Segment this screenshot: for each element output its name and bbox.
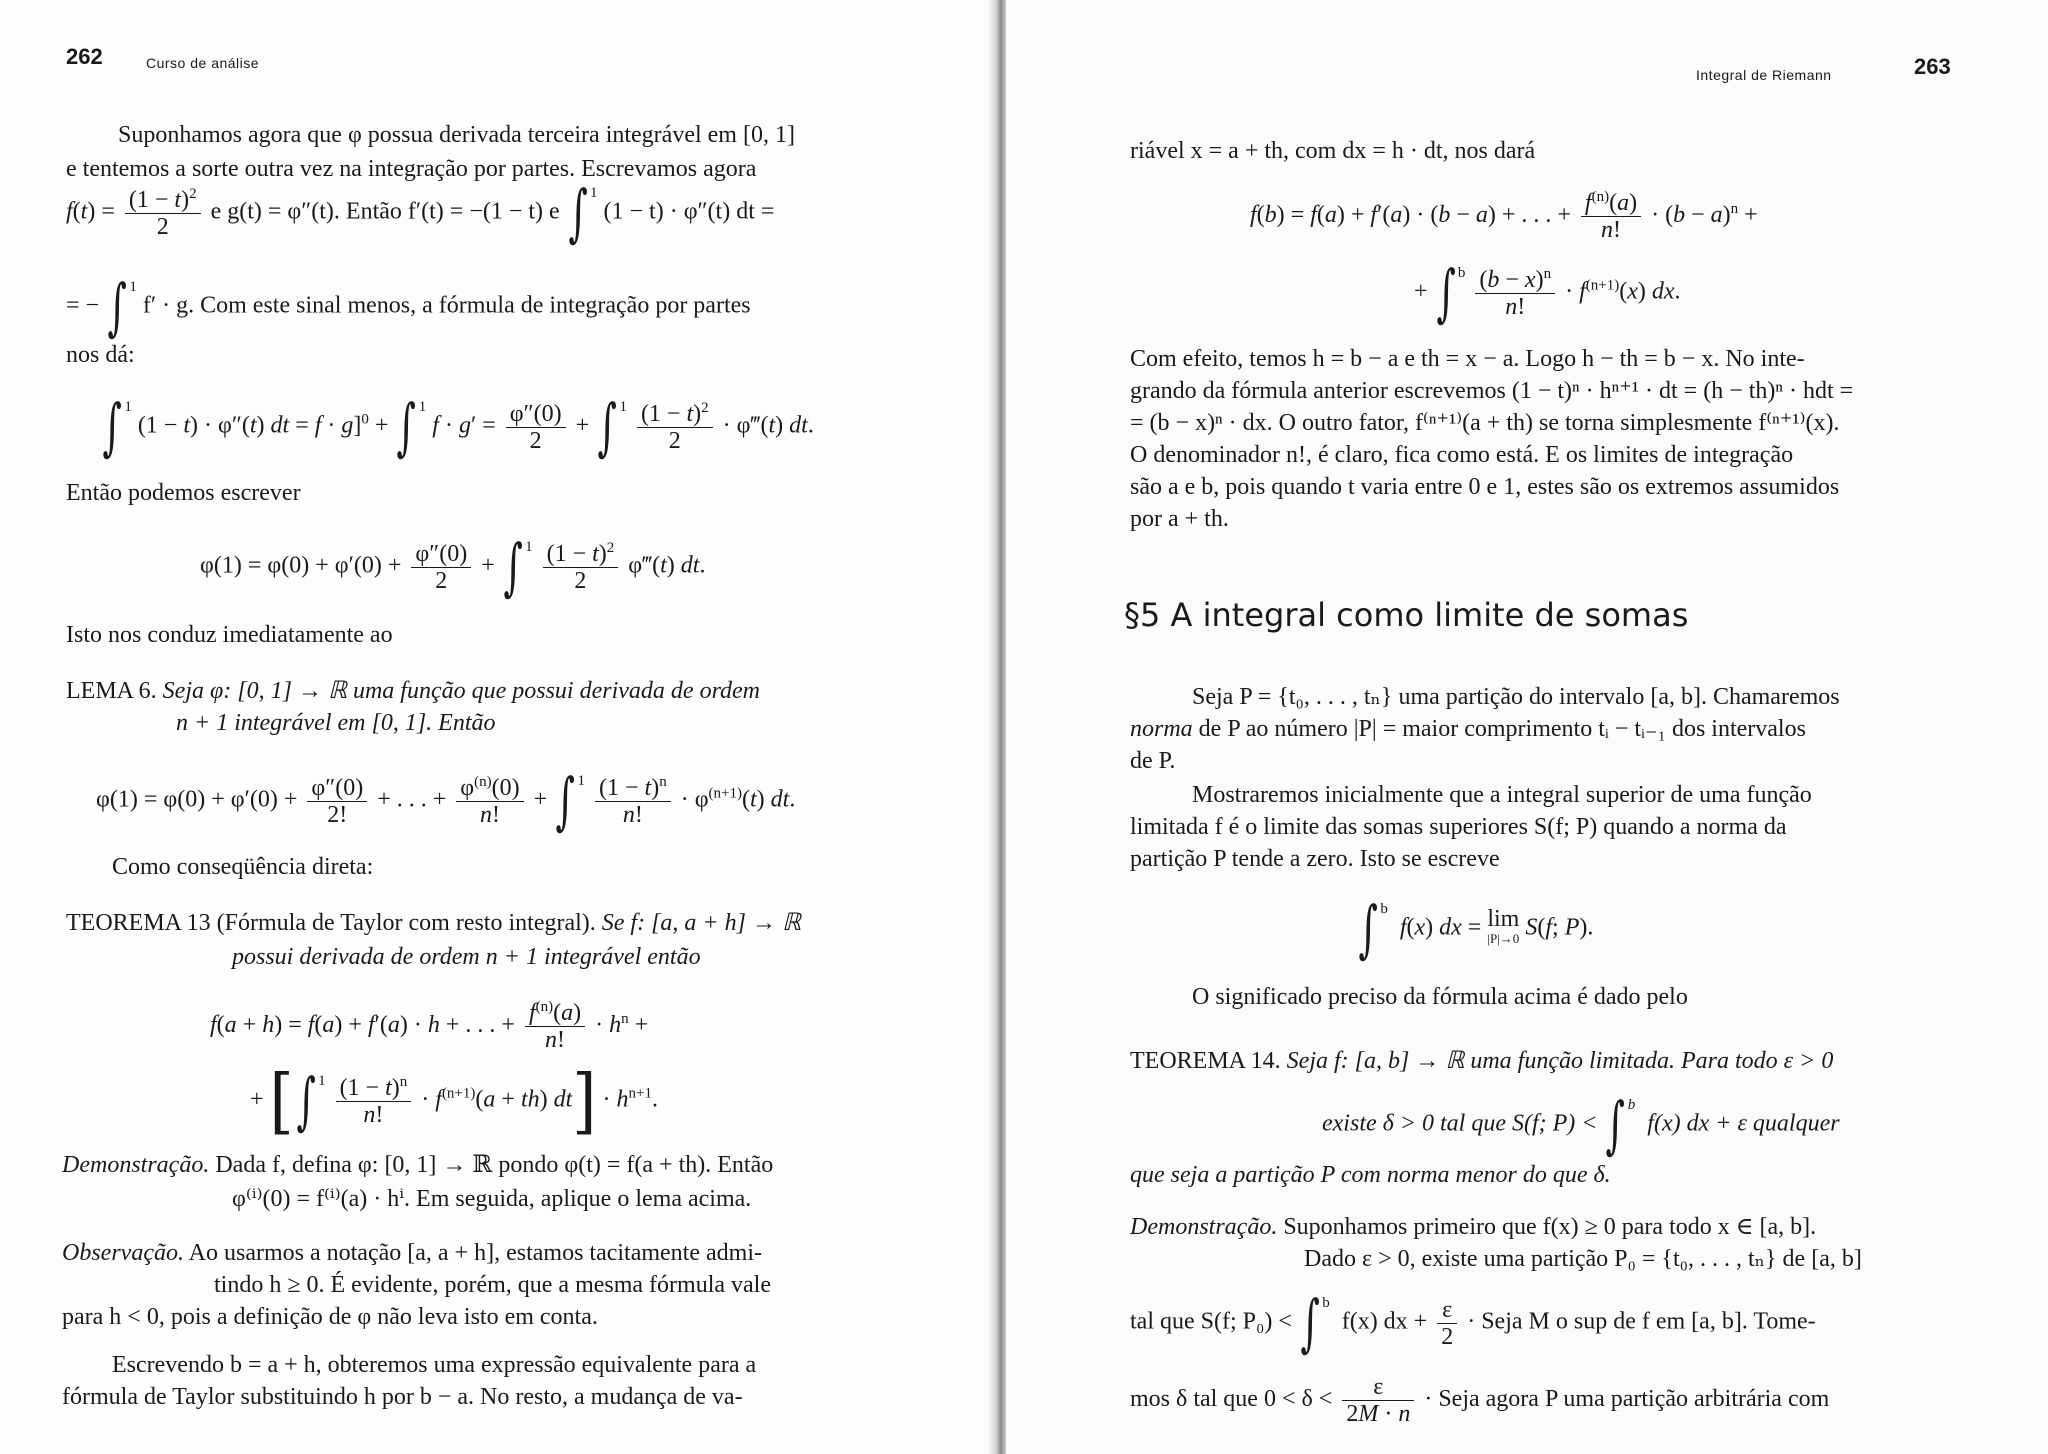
norma-word: norma [1130, 716, 1193, 742]
right-theorem-line3: que seja a partição P com norma menor do que δ. [1130, 1162, 1611, 1188]
right-running-head: Integral de Riemann [1696, 67, 1832, 83]
left-p1-line1: Suponhamos agora que φ possua derivada terceira integrável em [0, 1] [118, 122, 795, 148]
right-p2-line4: O denominador n!, é claro, fica como está. E os limites de integração [1130, 442, 1794, 468]
left-obs-line1 [62, 1238, 762, 1268]
theorem13-label: TEOREMA 13 (Fórmula de Taylor com resto integral). [66, 910, 596, 936]
left-last-line2: fórmula de Taylor substituindo h por b − a. No resto, a mudança de va- [62, 1384, 743, 1410]
right-p2-line1: Com efeito, temos h = b − a e th = x − a. Logo h − th = b − x. No inte- [1130, 346, 1805, 372]
lemma-label: LEMA 6. [66, 678, 157, 704]
left-page [0, 0, 1000, 1454]
right-s-line5: limitada f é o limite das somas superiores S(f; P) quando a norma da [1130, 814, 1787, 840]
right-eq1-b: + ∫ $^b$ $\frac{(b - x)^n}{n!}$ · $f^{(n+1)}(x)$ dx. [1414, 256, 1681, 329]
left-page-number: 262 [66, 44, 103, 69]
right-demo-3c: · Seja M o sup de f em [a, b]. Tome- [1467, 1308, 1816, 1335]
right-demo-line1 [1130, 1212, 1816, 1242]
theorem14-text-2b: f(x) dx + ε qualquer [1647, 1110, 1840, 1137]
right-demo-3b: f(x) dx + [1341, 1308, 1428, 1335]
right-demo-text-1: Suponhamos primeiro que f(x) ≥ 0 para todo x ∈ [a, b]. [1283, 1214, 1817, 1240]
left-p1-line4: = − ∫ $^1$ f′ · g. Com este sinal menos, a fórmula de integração por partes [66, 270, 751, 343]
left-p1-line2: e tentemos a sorte outra vez na integração por partes. Escrevamos agora [66, 156, 757, 182]
section-title: §5 A integral como limite de somas [1124, 596, 1689, 634]
right-p1-line1: riável x = a + th, com dx = h · dt, nos dará [1130, 138, 1536, 164]
left-lemma-line1 [66, 676, 760, 706]
right-page-number: 263 [1914, 54, 1951, 79]
demo-label: Demonstração. [62, 1152, 210, 1178]
right-p2-line5: são a e b, pois quando t varia entre 0 e 1, estes são os extremos assumidos [1130, 474, 1840, 500]
right-demo-line2: Dado ε > 0, existe uma partição P₀ = {t₀, . . . , tₙ} de [a, b] [1304, 1246, 1862, 1272]
left-eq1: ∫ $^1$ (1 − t) · φ″(t) dt = f · g]$^0$ + ∫ $^1$ f · g′ = $\frac{\varphi''(0)}{2}$ + ∫ $^1$ $\frac{(1 - t)^2}{2}$ · φ‴(t) dt. [102, 390, 814, 463]
left-eq4-b: + [∫ $^1$ $\frac{(1 - t)^n}{n!}$ · $f^{(n+1)}(a + th) dt] \cdot h^{n+1}$. [250, 1058, 658, 1143]
left-running-head: Curso de análise [146, 55, 260, 71]
right-demo-4b: · Seja agora P uma partição arbitrária com [1424, 1386, 1830, 1413]
right-p2-line2: grando da fórmula anterior escrevemos (1 − t)ⁿ · hⁿ⁺¹ · dt = (h − th)ⁿ · hdt = [1130, 378, 1854, 404]
left-theorem-line1 [66, 908, 801, 938]
left-eq4: f(a + h) = f(a) + f′(a) · h + . . . + $\frac{f^{(n)}(a)}{n!}$ · $h^n$ + [210, 999, 649, 1053]
left-p1-line3: f(t) = $\frac{(1 - t)^2}{2}$ e g(t) = φ″(t). Então f′(t) = −(1 − t) e ∫ $^1$ (1 − t) · φ″(t) dt = [66, 176, 775, 249]
right-demo-line3: tal que S(f; P₀) < ∫ $^b$ f(x) dx + $\frac{\varepsilon}{2}$ · Seja M o sup de f em [a, b]. Tome- [1130, 1286, 1816, 1359]
right-demo-label: Demonstração. [1130, 1214, 1278, 1240]
right-p2-line6: por a + th. [1130, 506, 1229, 532]
left-eq3: φ(1) = φ(0) + φ′(0) + $\frac{\varphi''(0)}{2!}$ + . . . + $\frac{\varphi^{(n)}(0)}{n!}$ + ∫ $^1$ $\frac{(1 - t)^n}{n!}$ · $\varphi^{(n+1)}(t)$ dt. [96, 764, 796, 837]
theorem13-text-1: Se f: [a, a + h] → ℝ [601, 910, 801, 936]
left-p1-line4-text: f′ · g. Com este sinal menos, a fórmula de integração por partes [142, 292, 751, 319]
left-theorem-line2: possui derivada de ordem n + 1 integrável então [232, 944, 701, 970]
s-line2-text: de P ao número |P| = maior comprimento tᵢ − tᵢ₋₁ dos intervalos [1192, 716, 1806, 742]
left-leads-to: Isto nos conduz imediatamente ao [66, 622, 393, 648]
left-demo-line2: φ⁽ⁱ⁾(0) = f⁽ⁱ⁾(a) · hⁱ. Em seguida, aplique o lema acima. [232, 1186, 752, 1212]
obs-text-1: Ao usarmos a notação [a, a + h], estamos tacitamente admi- [188, 1240, 762, 1266]
lemma-text-1: Seja φ: [0, 1] → ℝ uma função que possui derivada de ordem [162, 678, 760, 704]
right-eq1: f(b) = f(a) + f′(a) · (b − a) + . . . + $\frac{f^{(n)}(a)}{n!}$ · $(b - a)^n$ + [1250, 189, 1758, 243]
right-p2-line3: = (b − x)ⁿ · dx. O outro fator, f⁽ⁿ⁺¹⁾(a + th) se torna simplesmente f⁽ⁿ⁺¹⁾(x). [1130, 410, 1840, 436]
right-demo-line4: mos δ tal que 0 < δ < $\frac{\varepsilon}{2M \cdot n}$ · Seja agora P uma partição arbitrária com [1130, 1374, 1830, 1427]
right-s-line6: partição P tende a zero. Isto se escreve [1130, 846, 1500, 872]
right-theorem-line2: existe δ > 0 tal que S(f; P) < ∫ $^b$ f(x) dx + ε qualquer [1322, 1088, 1840, 1161]
left-last-line1: Escrevendo b = a + h, obteremos uma expressão equivalente para a [112, 1352, 757, 1378]
left-then-write: Então podemos escrever [66, 480, 301, 506]
right-precise: O significado preciso da fórmula acima é dado pelo [1192, 984, 1688, 1010]
left-obs-line2: tindo h ≥ 0. É evidente, porém, que a mesma fórmula vale [214, 1272, 772, 1298]
right-s-line1: Seja P = {t₀, . . . , tₙ} uma partição do intervalo [a, b]. Chamaremos [1192, 684, 1840, 710]
left-p1-line3-b: (1 − t) · φ″(t) dt = [603, 198, 775, 225]
left-p1-line5: nos dá: [66, 342, 135, 368]
right-eq-limit: ∫ $^b$ f(x) dx = lim |P|→0 S(f; P). [1358, 892, 1594, 965]
theorem14-label: TEOREMA 14. [1130, 1048, 1281, 1074]
right-page [1006, 0, 2048, 1454]
theorem14-text-1: Seja f: [a, b] → ℝ uma função limitada. Para todo ε > 0 [1286, 1048, 1834, 1074]
theorem14-text-2a: existe δ > 0 tal que S(f; P) < [1322, 1110, 1598, 1137]
left-p1-line3-a: e g(t) = φ″(t). Então f′(t) = −(1 − t) e [210, 198, 560, 225]
right-demo-4a: mos δ tal que 0 < δ < [1130, 1386, 1333, 1413]
right-demo-3a: tal que S(f; P₀) < [1130, 1308, 1292, 1335]
left-lemma-line2: n + 1 integrável em [0, 1]. Então [176, 710, 496, 736]
right-s-line3: de P. [1130, 748, 1176, 774]
left-eq2: φ(1) = φ(0) + φ′(0) + $\frac{\varphi''(0)}{2}$ + ∫ $^1$ $\frac{(1 - t)^2}{2}$ φ‴(t) dt. [200, 530, 706, 603]
left-demo-line1 [62, 1150, 773, 1180]
left-obs-line3: para h < 0, pois a definição de φ não leva isto em conta. [62, 1304, 598, 1330]
obs-label: Observação. [62, 1240, 184, 1266]
right-s-line4: Mostraremos inicialmente que a integral superior de uma função [1192, 782, 1812, 808]
left-consequence: Como conseqüência direta: [112, 854, 374, 880]
right-s-line2 [1130, 714, 1806, 744]
right-theorem-line1 [1130, 1046, 1833, 1076]
demo-text-1: Dada f, defina φ: [0, 1] → ℝ pondo φ(t) = f(a + th). Então [215, 1152, 774, 1178]
